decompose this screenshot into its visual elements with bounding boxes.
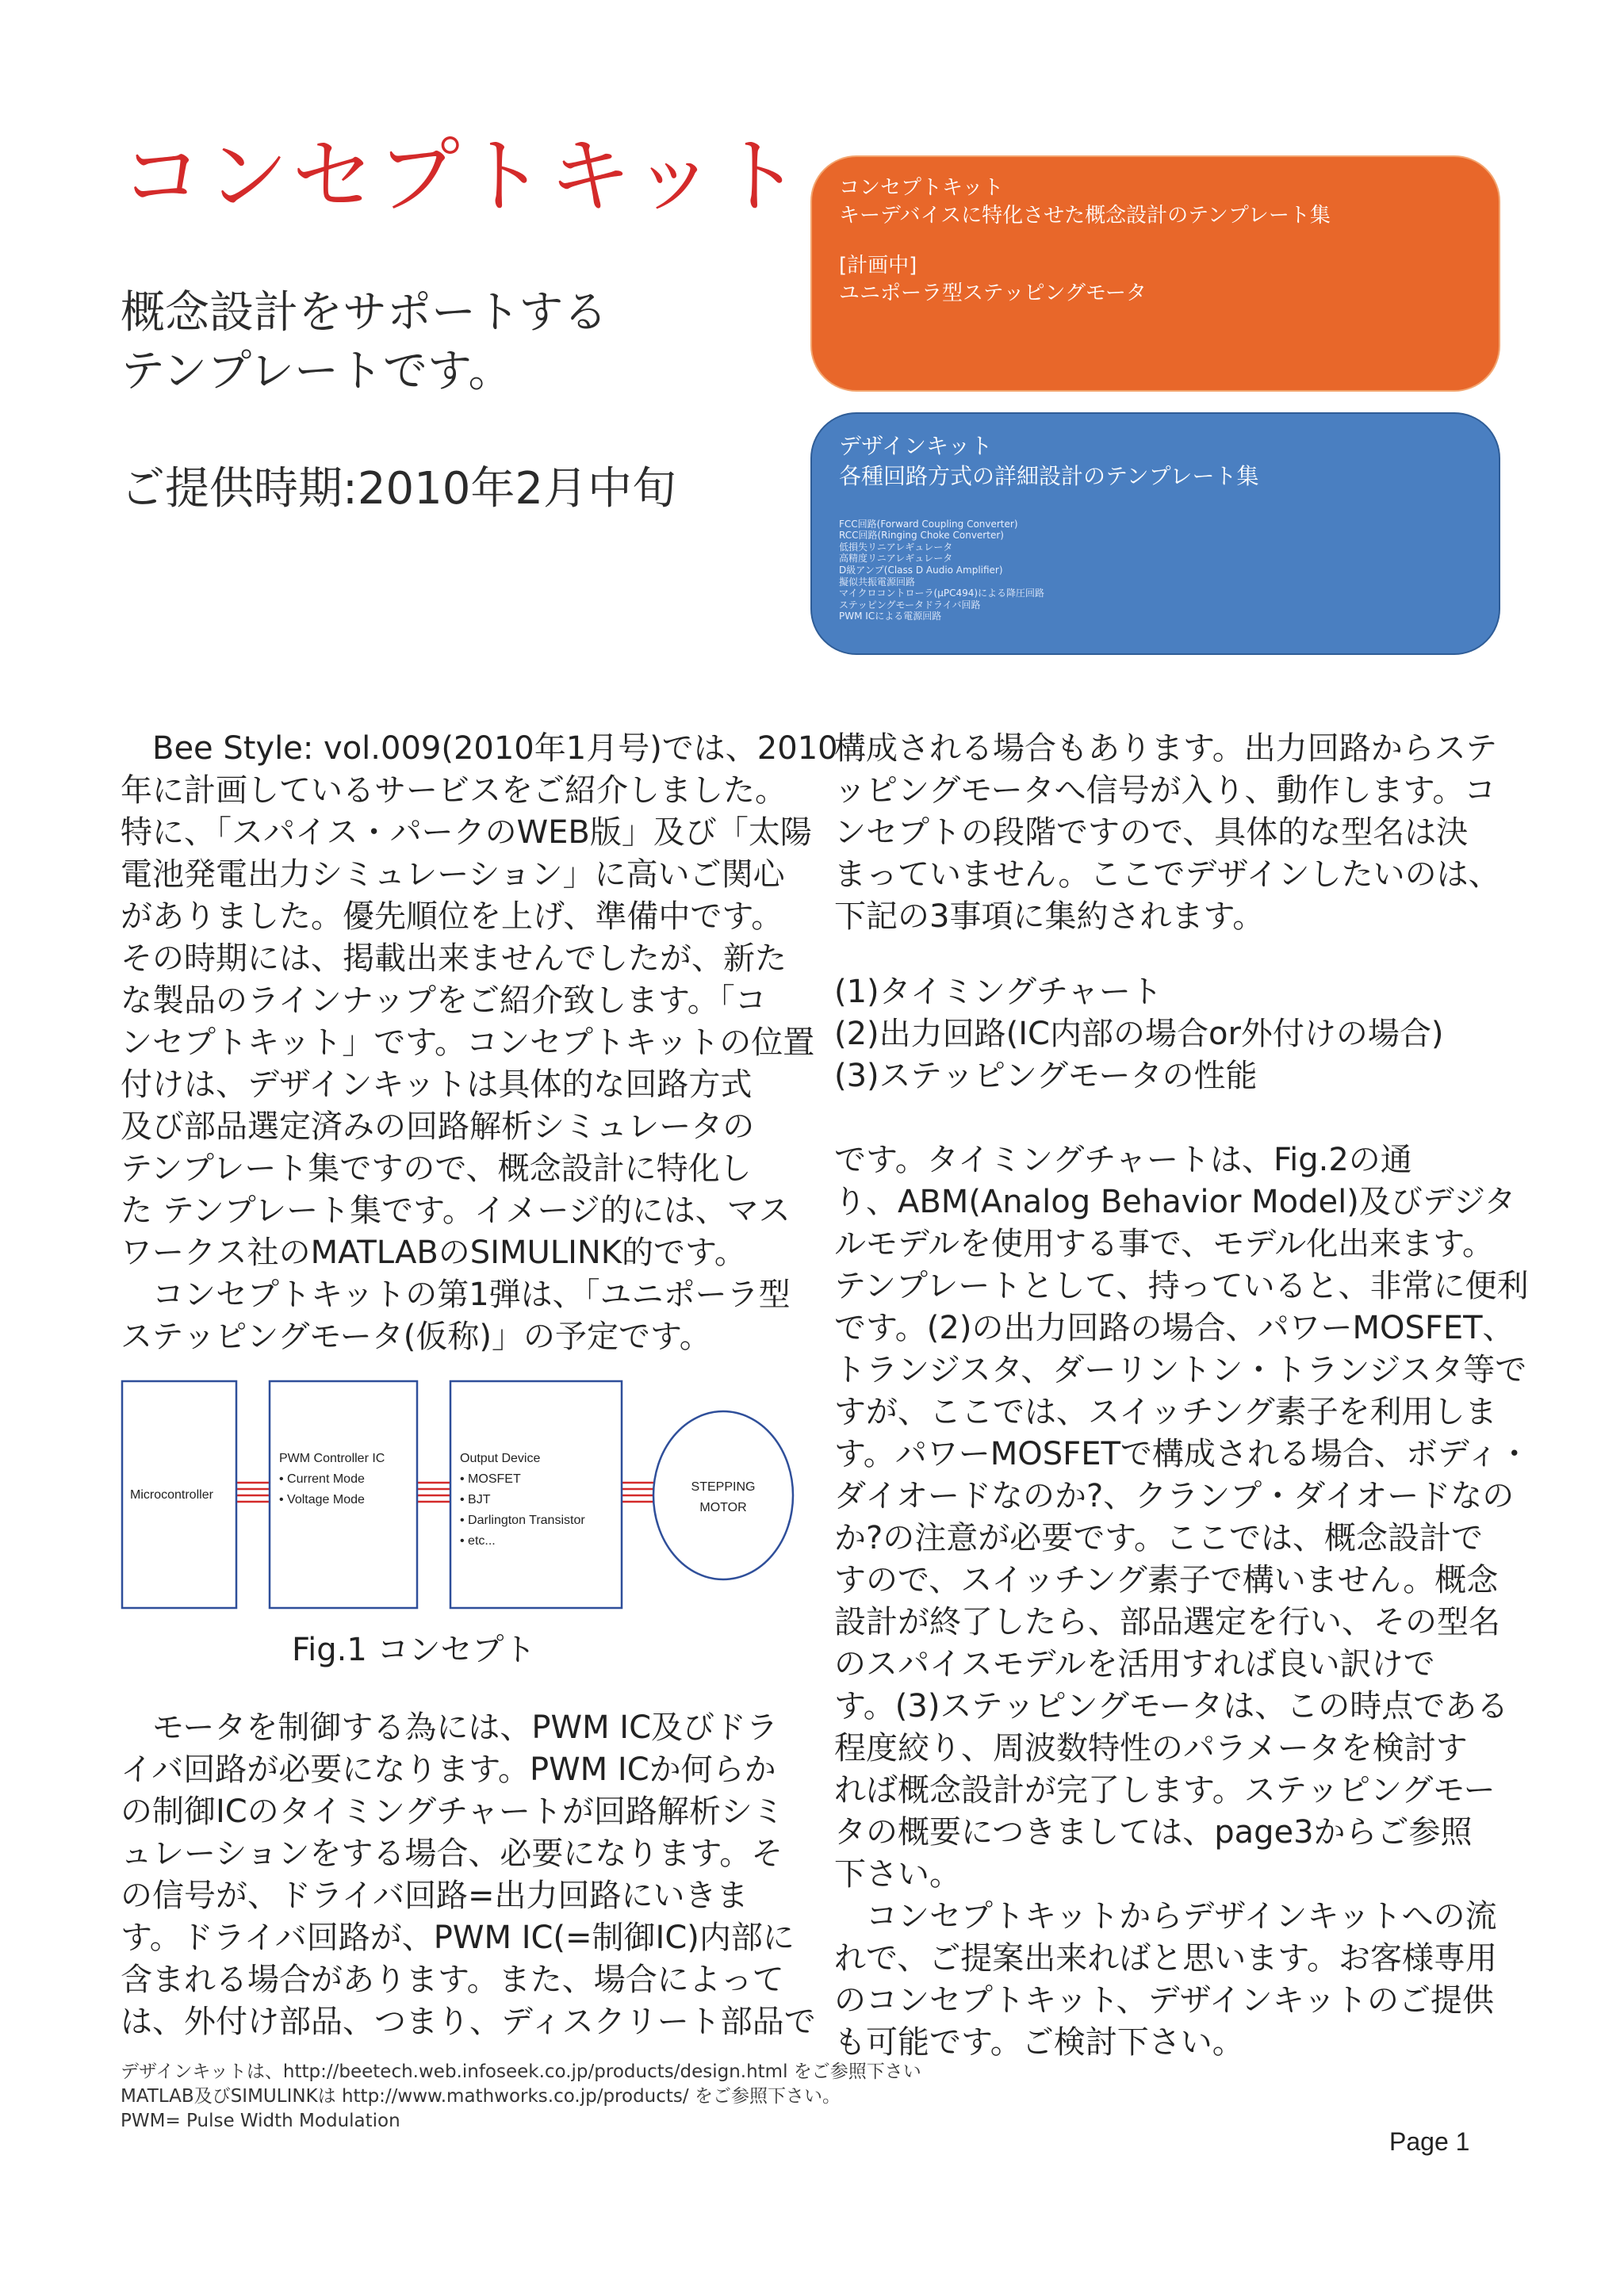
body-text-line: れば概念設計が完了します。ステッピングモー <box>834 1772 1496 1809</box>
body-text-line: ワークス社のMATLABのSIMULINK的です。 <box>121 1235 746 1271</box>
design-box-item: マイクロコントローラ(μPC494)による降圧回路 <box>839 588 1045 599</box>
body-text-line: ンセプトの段階ですので、具体的な型名は決 <box>834 814 1469 851</box>
body-text-line: ュレーションをする場合、必要になります。そ <box>121 1836 783 1872</box>
footnote-design-kit: デザインキットは、http://beetech.web.infoseek.co.jp/products/design.html をご参照下さい <box>121 2061 921 2082</box>
release-date: ご提供時期:2010年2月中旬 <box>121 463 677 515</box>
column2-paragraph1 <box>834 728 1500 938</box>
body-text-line: すので、スイッチング素子で構いません。概念 <box>834 1562 1499 1598</box>
concept-box-line: キーデバイスに特化させた概念設計のテンプレート集 <box>839 204 1331 228</box>
lead-line-1: 概念設計をサポートする <box>121 287 608 339</box>
list-item: (2)出力回路(IC内部の場合or外付けの場合) <box>834 1016 1444 1052</box>
microcontroller-label: Microcontroller <box>130 1488 213 1502</box>
pwm-block-title: PWM Controller IC <box>279 1452 385 1465</box>
design-box-item: RCC回路(Ringing Choke Converter) <box>839 530 1004 542</box>
body-text-line: がありました。優先順位を上げ、準備中です。 <box>121 898 783 935</box>
body-text-line: モータを制御する為には、PWM IC及びドラ <box>121 1709 779 1746</box>
concept-block-diagram <box>121 1380 795 1625</box>
footnote-matlab: MATLAB及びSIMULINKは http://www.mathworks.co.jp/products/ をご参照下さい。 <box>121 2086 841 2107</box>
concept-box-line: [計画中] <box>839 254 917 278</box>
design-box-item: 低損失リニアレギュレータ <box>839 541 953 553</box>
output-block-title: Output Device <box>460 1452 541 1465</box>
figure-caption: Fig.1 コンセプト <box>292 1632 536 1668</box>
body-text-line: コンセプトキットの第1弾は、「ユニポーラ型 <box>121 1277 791 1313</box>
design-box-item: PWM ICによる電源回路 <box>839 611 942 622</box>
page-title: コンセプトキット <box>121 128 804 224</box>
design-box-item: D級アンプ(Class D Audio Amplifier) <box>839 564 1003 576</box>
body-text-line: 設計が終了したら、部品選定を行い、その型名 <box>834 1604 1500 1640</box>
body-text-line: の信号が、ドライバ回路=出力回路にいきま <box>121 1878 749 1914</box>
footnote-pwm: PWM= Pulse Width Modulation <box>121 2111 400 2131</box>
body-text-line: 下さい。 <box>834 1856 961 1893</box>
body-text-line: その時期には、掲載出来ませんでしたが、新た <box>121 940 787 977</box>
body-text-line: り、ABM(Analog Behavior Model)及びデジタ <box>834 1184 1516 1220</box>
design-box-item-list <box>839 519 1472 622</box>
column1-paragraph1 <box>121 728 838 1358</box>
body-text-line: れで、ご提案出来ればと思います。お客様専用 <box>834 1940 1497 1977</box>
list-item: (1)タイミングチャート <box>834 974 1162 1010</box>
concept-box-spacer <box>839 230 1472 252</box>
lead-line-2: テンプレートです。 <box>121 346 513 397</box>
page-number: Page 1 <box>1389 2127 1470 2156</box>
body-text-line: な製品のラインナップをご紹介致します。「コ <box>121 982 767 1019</box>
body-text-line: すが、ここでは、スイッチング素子を利用しま <box>834 1394 1497 1430</box>
motor-label: MOTOR <box>699 1501 747 1514</box>
body-text-line: 年に計画しているサービスをご紹介しました。 <box>121 772 787 809</box>
body-text-line: 程度絞り、周波数特性のパラメータを検討す <box>834 1730 1468 1767</box>
body-text-line: テンプレート集ですので、概念設計に特化し <box>121 1150 752 1187</box>
body-text-line: 含まれる場合があります。また、場合によって <box>121 1962 784 1998</box>
body-text-line: す。パワーMOSFETで構成される場合、ボディ・ <box>834 1436 1530 1472</box>
pwm-block-item: • Current Mode <box>279 1472 365 1486</box>
design-kit-box <box>810 412 1500 655</box>
body-text-line: ンセプトキット」です。コンセプトキットの位置 <box>121 1024 815 1061</box>
output-block-item: • MOSFET <box>460 1472 521 1486</box>
column2-numbered-list <box>834 971 1444 1097</box>
body-text-line: 特に、「スパイス・パークのWEB版」及び「太陽 <box>121 814 812 851</box>
body-text-line: す。(3)ステッピングモータは、この時点である <box>834 1688 1509 1725</box>
body-text-line: トランジスタ、ダーリントン・トランジスタ等で <box>834 1352 1527 1388</box>
design-box-item: FCC回路(Forward Coupling Converter) <box>839 518 1018 530</box>
body-text-line: ダイオードなのか?、クランプ・ダイオードなの <box>834 1478 1515 1514</box>
design-box-item: 高精度リニアレギュレータ <box>839 553 953 565</box>
body-text-line: Bee Style: vol.009(2010年1月号)では、2010 <box>121 730 838 767</box>
stepping-motor-block <box>653 1411 793 1579</box>
body-text-line: のコンセプトキット、デザインキットのご提供 <box>834 1982 1494 2019</box>
body-text-line: のスパイスモデルを活用すれば良い訳けで <box>834 1646 1435 1682</box>
body-text-line: の制御ICのタイミングチャートが回路解析シミ <box>121 1793 784 1830</box>
concept-box-line: ユニポーラ型ステッピングモータ <box>839 281 1147 306</box>
column1-paragraph2 <box>121 1707 816 2043</box>
output-block-item: • etc... <box>460 1534 496 1548</box>
body-text-line: テンプレートとして、持っていると、非常に便利 <box>834 1268 1529 1304</box>
body-text-line: 下記の3事項に集約されます。 <box>834 898 1265 935</box>
body-text-line: ステッピングモータ(仮称)」の予定です。 <box>121 1319 711 1355</box>
body-text-line: は、外付け部品、つまり、ディスクリート部品で <box>121 2004 816 2040</box>
body-text-line: コンセプトキットからデザインキットへの流 <box>834 1898 1497 1935</box>
body-text-line: 電池発電出力シミュレーション」に高いご関心 <box>121 856 785 893</box>
design-box-title: デザインキット <box>839 433 993 459</box>
concept-box-line: コンセプトキット <box>839 176 1004 200</box>
design-box-subtitle: 各種回路方式の詳細設計のテンプレート集 <box>839 462 1259 489</box>
body-text-line: まっていません。ここでデザインしたいのは、 <box>834 856 1500 893</box>
body-text-line: ッピングモータへ信号が入り、動作します。コ <box>834 772 1496 809</box>
body-text-line: ルモデルを使用する事で、モデル化出来ます。 <box>834 1226 1494 1262</box>
body-text-line: も可能です。ご検討下さい。 <box>834 2024 1244 2061</box>
body-text-line: 構成される場合もあります。出力回路からステ <box>834 730 1497 767</box>
column2-paragraph2 <box>834 1139 1530 2064</box>
body-text-line: タの概要につきましては、page3からご参照 <box>834 1814 1473 1851</box>
body-text-line: 及び部品選定済みの回路解析シミュレータの <box>121 1108 755 1145</box>
motor-label: STEPPING <box>691 1480 756 1494</box>
body-text-line: 付けは、デザインキットは具体的な回路方式 <box>121 1066 753 1103</box>
body-text-line: す。ドライバ回路が、PWM IC(=制御IC)内部に <box>121 1920 795 1956</box>
body-text-line: です。タイミングチャートは、Fig.2の通 <box>834 1142 1412 1178</box>
design-box-item: ステッピングモータドライバ回路 <box>839 599 981 611</box>
concept-kit-box <box>810 155 1500 392</box>
body-text-line: か?の注意が必要です。ここでは、概念設計で <box>834 1520 1484 1556</box>
body-text-line: イバ回路が必要になります。PWM ICか何らか <box>121 1751 776 1788</box>
design-box-item: 擬似共振電源回路 <box>839 576 916 588</box>
pwm-block-item: • Voltage Mode <box>279 1493 365 1506</box>
body-text-line: た テンプレート集です。イメージ的には、マス <box>121 1192 791 1229</box>
list-item: (3)ステッピングモータの性能 <box>834 1058 1258 1094</box>
output-block-item: • BJT <box>460 1493 491 1506</box>
body-text-line: です。(2)の出力回路の場合、パワーMOSFET、 <box>834 1310 1515 1346</box>
footnotes <box>121 2060 921 2134</box>
output-block-item: • Darlington Transistor <box>460 1514 585 1527</box>
